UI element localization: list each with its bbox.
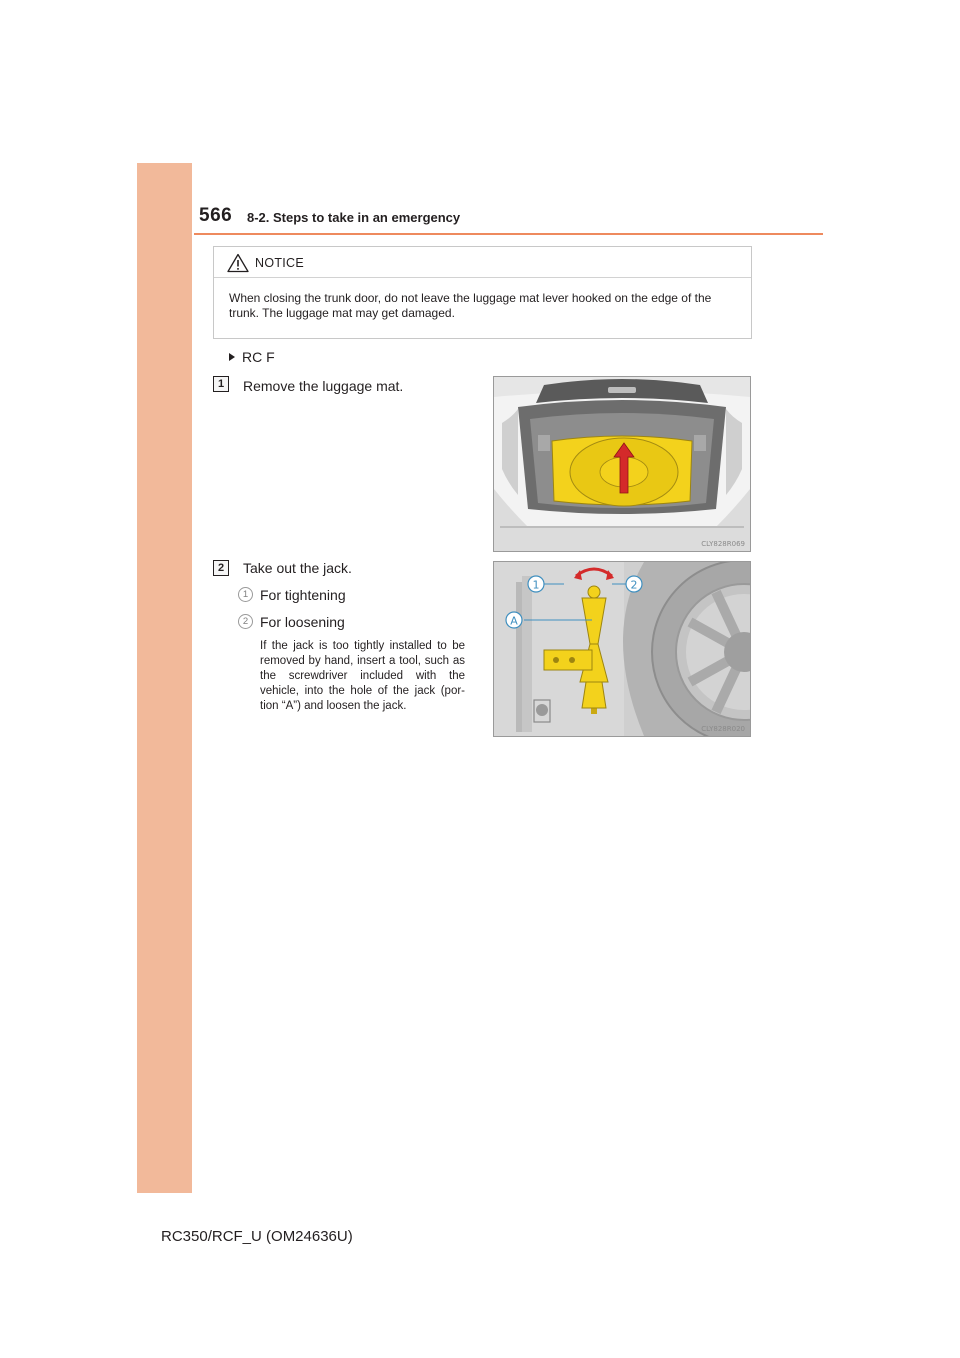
notice-label: NOTICE — [255, 256, 305, 270]
notice-header — [214, 247, 751, 278]
item-marker-2: 2 — [238, 614, 253, 629]
jack-removal-note: If the jack is too tightly installed to be removed by hand, insert a tool, such as the screwdriver included with the vehicle, into the hole of the jack (por-tion “A”) and loosen the jack. — [260, 640, 465, 712]
jack-illustration — [494, 562, 750, 736]
step-badge-1: 1 — [213, 376, 229, 392]
side-tab-band — [137, 163, 192, 1193]
trunk-illustration — [494, 377, 750, 551]
trunk-luggage-mat-figure — [493, 376, 751, 552]
item-marker-1: 1 — [238, 587, 253, 602]
jack-removal-figure — [493, 561, 751, 737]
notice-text: When closing the trunk door, do not leave the luggage mat lever hooked on the edge of the trunk. The luggage mat may get damaged. — [229, 291, 712, 320]
header-rule — [194, 233, 823, 235]
step-1-text: Remove the luggage mat. — [243, 378, 404, 394]
callout-2: 2 — [630, 578, 638, 592]
callout-1: 1 — [532, 578, 540, 592]
warning-triangle-icon — [227, 253, 249, 273]
page-number: 566 — [199, 205, 233, 226]
callout-a: A — [510, 614, 518, 628]
subsection-heading — [229, 349, 275, 365]
arrow-bullet-icon — [229, 353, 235, 361]
footer-model-code: RC350/RCF_U (OM24636U) — [161, 1228, 353, 1245]
item-tightening: For tightening — [260, 587, 346, 603]
section-title: 8-2. Steps to take in an emergency — [247, 210, 461, 225]
step-badge-2: 2 — [213, 560, 229, 576]
figure-code: CLY828R069 — [701, 540, 745, 548]
notice-box — [213, 246, 752, 339]
subsection-heading-text: RC F — [242, 349, 275, 365]
step-2-text: Take out the jack. — [243, 560, 352, 576]
figure-code: CLY828R020 — [701, 725, 745, 733]
item-loosening: For loosening — [260, 614, 345, 630]
page-header — [199, 205, 823, 235]
